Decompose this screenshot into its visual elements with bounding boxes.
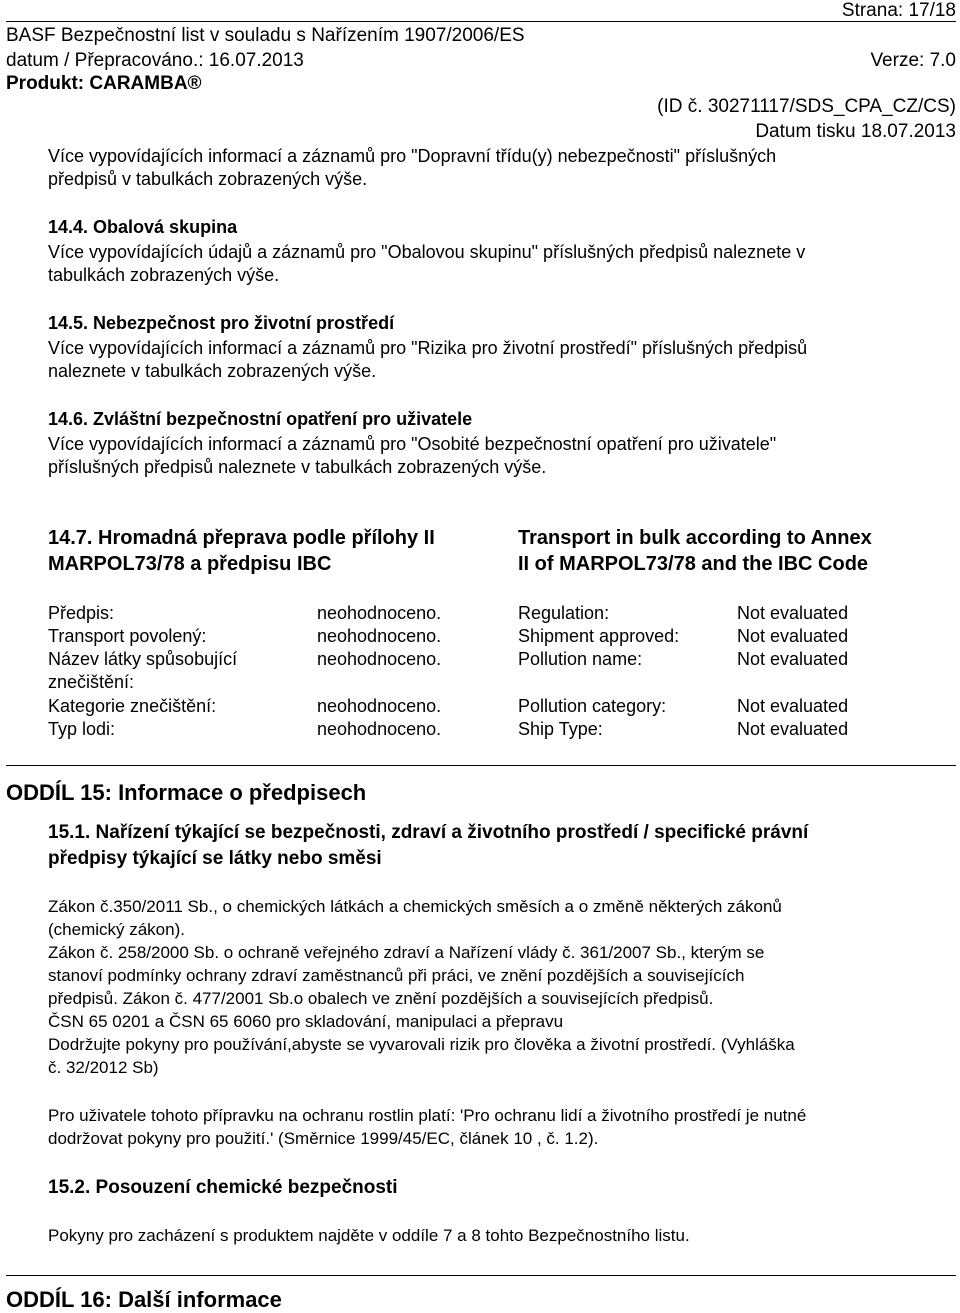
marpol-value-regulation-en: Not evaluated <box>737 603 849 623</box>
s14-7-title-cz-line2: MARPOL73/78 a předpisu IBC <box>48 553 332 575</box>
print-date: Datum tisku 18.07.2013 <box>755 121 956 142</box>
s15-1-line-6: ČSN 65 0201 a ČSN 65 6060 pro skladování, manipulaci a přepravu <box>48 1012 564 1031</box>
marpol-label-ship-type-en: Ship Type: <box>518 719 603 739</box>
s15-1-line-5: předpisů. Zákon č. 477/2001 Sb.o obalech ve znění pozdějších a souvisejících předpisů. <box>48 989 714 1008</box>
section-15-rule <box>6 765 956 766</box>
marpol-label-shipment-en: Shipment approved: <box>518 626 680 646</box>
marpol-label-pollution-name-cz-2: znečištění: <box>48 672 135 692</box>
s14-4-text-line2: tabulkách zobrazených výše. <box>48 265 280 285</box>
s14-5-text-line2: naleznete v tabulkách zobrazených výše. <box>48 361 377 381</box>
marpol-label-pollution-name-cz: Název látky spůsobující <box>48 649 238 669</box>
marpol-value-shipment-en: Not evaluated <box>737 626 849 646</box>
section-15-title: ODDÍL 15: Informace o předpisech <box>6 780 367 805</box>
s14-4-text-line1: Více vypovídajících údajů a záznamů pro "Obalovou skupinu" příslušných předpisů naleznete v <box>48 242 806 262</box>
s15-1-line-1: Zákon č.350/2011 Sb., o chemických látkách a chemických směsích a o změně některých zákonů <box>48 897 782 916</box>
revision-date: datum / Přepracováno.: 16.07.2013 <box>6 50 304 71</box>
marpol-value-ship-type-cz: neohodnoceno. <box>317 719 442 739</box>
marpol-value-pollution-cat-en: Not evaluated <box>737 696 849 716</box>
s14-5-text-line1: Více vypovídajících informací a záznamů pro "Rizika pro životní prostředí" příslušných předpisů <box>48 338 808 358</box>
header-rule <box>6 21 956 22</box>
s14-6-title: 14.6. Zvláštní bezpečnostní opatření pro uživatele <box>48 409 473 429</box>
marpol-label-pollution-cat-cz: Kategorie znečištění: <box>48 696 217 716</box>
s15-1-title-line2: předpisy týkající se látky nebo směsi <box>48 848 382 869</box>
s14-5-title: 14.5. Nebezpečnost pro životní prostředí <box>48 313 395 333</box>
s14-3-text-line2: předpisů v tabulkách zobrazených výše. <box>48 169 368 189</box>
marpol-value-ship-type-en: Not evaluated <box>737 719 849 739</box>
s15-2-text: Pokyny pro zacházení s produktem najděte v oddíle 7 a 8 tohto Bezpečnostního listu. <box>48 1226 690 1245</box>
section-16-title: ODDÍL 16: Další informace <box>6 1287 282 1312</box>
marpol-label-regulation-en: Regulation: <box>518 603 610 623</box>
s15-1-line-8: č. 32/2012 Sb) <box>48 1058 159 1077</box>
s14-7-title-en-line2: II of MARPOL73/78 and the IBC Code <box>518 553 869 575</box>
marpol-value-pollution-cat-cz: neohodnoceno. <box>317 696 442 716</box>
s14-3-text-line1: Více vypovídajících informací a záznamů pro "Dopravní třídu(y) nebezpečnosti" příslušných <box>48 146 777 166</box>
s15-2-title: 15.2. Posouzení chemické bezpečnosti <box>48 1177 398 1198</box>
section-16-rule <box>6 1275 956 1276</box>
document-id: (ID č. 30271117/SDS_CPA_CZ/CS) <box>657 96 956 117</box>
s15-1-title-line1: 15.1. Nařízení týkající se bezpečnosti, zdraví a životního prostředí / specifické právní <box>48 822 809 843</box>
page-number: Strana: 17/18 <box>841 0 956 21</box>
s15-1-line-4: stanoví podmínky ochrany zdraví zaměstnanců při práci, ve znění pozdějších a souvisejících <box>48 966 745 985</box>
s14-6-text-line1: Více vypovídajících informací a záznamů pro "Osobité bezpečnostní opatření pro uživatele" <box>48 434 777 454</box>
s14-7-title-cz-line1: 14.7. Hromadná přeprava podle přílohy II <box>48 527 435 549</box>
marpol-value-shipment-cz: neohodnoceno. <box>317 626 442 646</box>
s14-6-text-line2: příslušných předpisů naleznete v tabulkách zobrazených výše. <box>48 457 547 477</box>
s14-7-title-en-line1: Transport in bulk according to Annex <box>518 527 872 549</box>
product-label: Produkt: <box>6 73 85 94</box>
product-name: CARAMBA® <box>89 73 202 94</box>
product-line <box>6 73 202 95</box>
marpol-label-ship-type-cz: Typ lodi: <box>48 719 116 739</box>
s14-4-title: 14.4. Obalová skupina <box>48 217 238 237</box>
document-title: BASF Bezpečnostní list v souladu s Nařízením 1907/2006/ES <box>6 25 525 46</box>
marpol-value-regulation-cz: neohodnoceno. <box>317 603 442 623</box>
marpol-label-regulation-cz: Předpis: <box>48 603 115 623</box>
s15-1-line-2: (chemický zákon). <box>48 920 185 939</box>
user-note-line1: Pro uživatele tohoto přípravku na ochranu rostlin platí: 'Pro ochranu lidí a životního prostředí je nutné <box>48 1106 807 1125</box>
marpol-label-shipment-cz: Transport povolený: <box>48 626 207 646</box>
version: Verze: 7.0 <box>870 50 956 71</box>
marpol-value-pollution-name-cz: neohodnoceno. <box>317 649 442 669</box>
s15-1-line-3: Zákon č. 258/2000 Sb. o ochraně veřejného zdraví a Nařízení vlády č. 361/2007 Sb., kterým se <box>48 943 765 962</box>
marpol-label-pollution-name-en: Pollution name: <box>518 649 643 669</box>
marpol-label-pollution-cat-en: Pollution category: <box>518 696 667 716</box>
s15-1-line-7: Dodržujte pokyny pro používání,abyste se vyvarovali rizik pro člověka a životní prostředí. (Vyhláška <box>48 1035 795 1054</box>
user-note-line2: dodržovat pokyny pro použití.' (Směrnice 1999/45/EC, článek 10 , č. 1.2). <box>48 1129 599 1148</box>
marpol-value-pollution-name-en: Not evaluated <box>737 649 849 669</box>
